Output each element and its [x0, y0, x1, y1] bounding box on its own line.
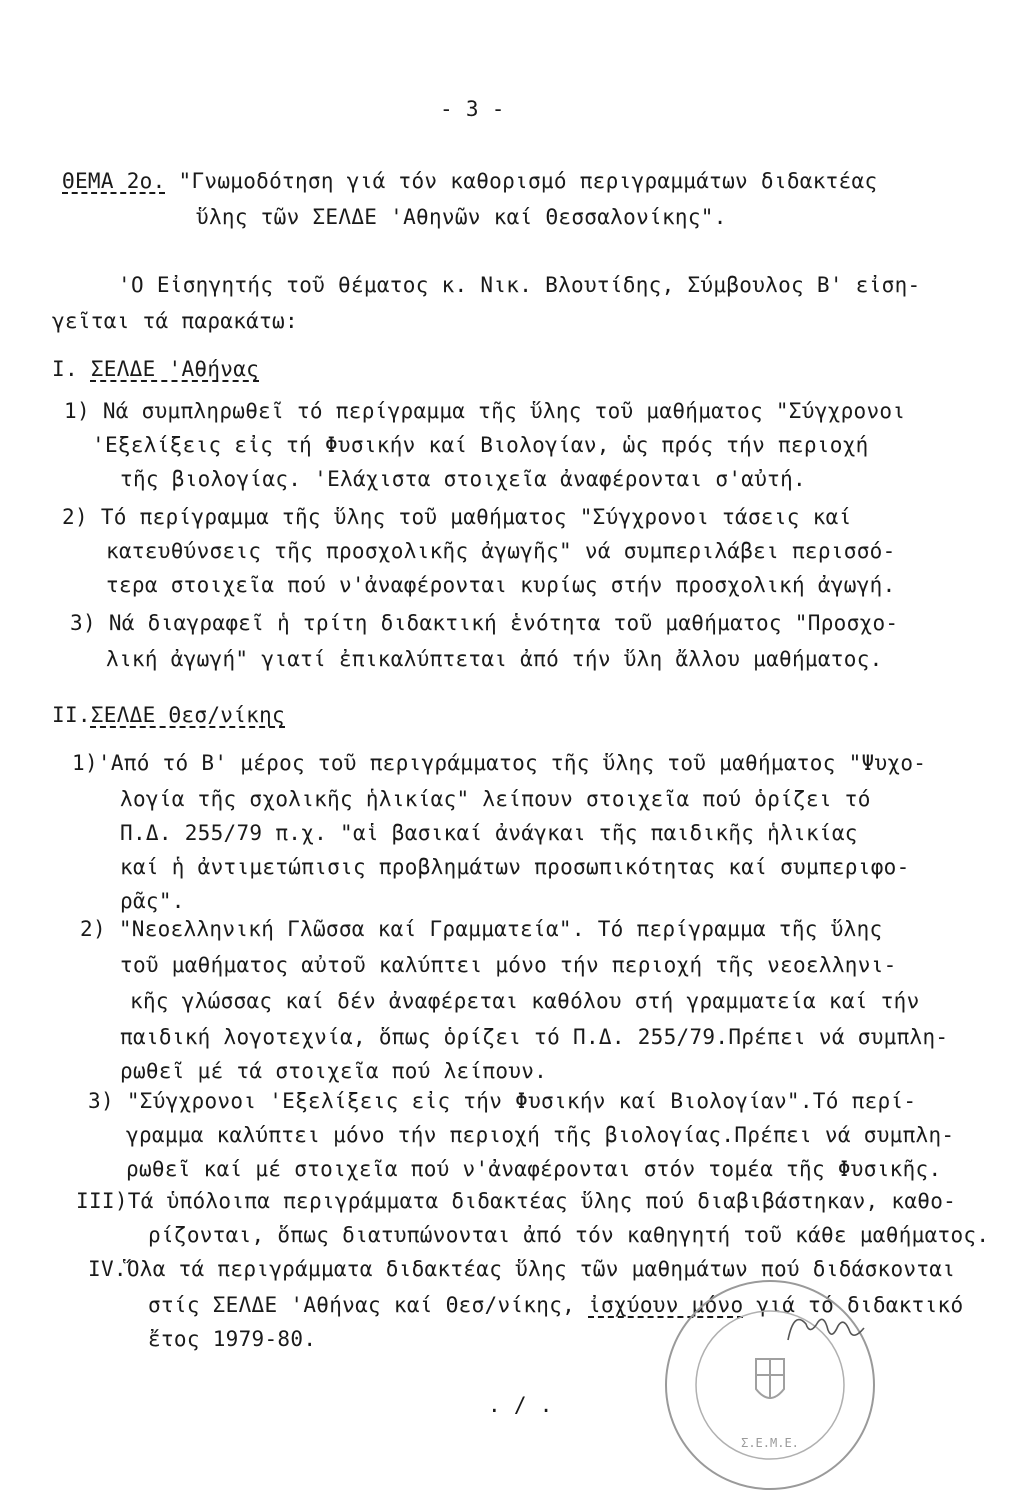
- section-1-heading: [52, 356, 259, 382]
- section-2-title: ΣΕΛΔΕ Θεσ/νίκης: [90, 703, 285, 727]
- s1-item3-line1: 3) Νά διαγραφεῖ ἡ τρίτη διδακτική ἑνότητα τοῦ μαθήματος "Προσχο-: [70, 611, 899, 635]
- s1-item2-line2: κατευθύνσεις τῆς προσχολικῆς ἀγωγῆς" νά συμπεριλάβει περισσό-: [106, 539, 896, 563]
- s1-item1-line2: 'Εξελίξεις εἰς τή Φυσικήν καί Βιολογίαν, ὡς πρός τήν περιοχή: [92, 433, 869, 457]
- section-2-heading: [52, 702, 285, 728]
- topic-heading-line1: [62, 168, 877, 194]
- s1-item2-line1: 2) Τό περίγραμμα τῆς ὕλης τοῦ μαθήματος "Σύγχρονοι τάσεις καί: [62, 505, 852, 529]
- s1-item1-line3: τῆς βιολογίας. 'Ελάχιστα στοιχεῖα ἀναφέρονται σ'αὐτή.: [120, 467, 806, 491]
- section-1-title: ΣΕΛΔΕ 'Αθήνας: [90, 357, 260, 381]
- topic-title-line2: ὕλης τῶν ΣΕΛΔΕ 'Αθηνῶν καί Θεσσαλονίκης".: [196, 205, 727, 229]
- s2-item3-line3: ρωθεῖ καί μέ στοιχεῖα πού ν'ἀναφέρονται στόν τομέα τῆς Φυσικῆς.: [126, 1157, 942, 1181]
- s1-item2-line3: τερα στοιχεῖα πού ν'ἀναφέρονται κυρίως στήν προσχολική ἀγωγή.: [106, 573, 896, 597]
- s4-line2-underlined: ἰσχύουν μόνο: [588, 1293, 744, 1317]
- s2-item1-line1: 1)'Από τό Β' μέρος τοῦ περιγράμματος τῆς ὕλης τοῦ μαθήματος "Ψυχο-: [72, 751, 927, 775]
- section-1-number: Ι.: [52, 357, 78, 381]
- s2-item2-line3: κῆς γλώσσας καί δέν ἀναφέρεται καθόλου στή γραμματεία καί τήν: [130, 989, 920, 1013]
- s2-item3-line2: γραμμα καλύπτει μόνο τήν περιοχή τῆς βιολογίας.Πρέπει νά συμπλη-: [126, 1123, 955, 1147]
- continuation-mark: . / .: [488, 1393, 553, 1417]
- s1-item3-line2: λική ἀγωγή" γιατί ἐπικαλύπτεται ἀπό τήν ὕλη ἄλλου μαθήματος.: [106, 647, 883, 671]
- signature-icon: [780, 1300, 870, 1360]
- s2-item3-line1: 3) "Σύγχρονοι 'Εξελίξεις εἰς τήν Φυσικήν καί Βιολογίαν".Τό περί-: [88, 1089, 917, 1113]
- s4-line2-end: γιά τό διδακτικό: [743, 1293, 964, 1317]
- topic-title-line1: "Γνωμοδότηση γιά τόν καθορισμό περιγραμμάτων διδακτέας: [178, 169, 878, 193]
- stamp-text: Σ.Ε.Μ.Ε.: [741, 1436, 799, 1450]
- page-number: - 3 -: [440, 97, 505, 121]
- s2-item1-line2: λογία τῆς σχολικῆς ἡλικίας" λείπουν στοιχεῖα πού ὁρίζει τό: [120, 787, 871, 811]
- topic-label: ΘΕΜΑ 2ο.: [62, 169, 166, 193]
- s2-item2-line2: τοῦ μαθήματος αὐτοῦ καλύπτει μόνο τήν περιοχή τῆς νεοελληνι-: [120, 953, 897, 977]
- s2-item1-line4: καί ἡ ἀντιμετώπισις προβλημάτων προσωπικότητας καί συμπεριφο-: [120, 855, 910, 879]
- signature-stroke: [788, 1319, 864, 1340]
- s3-line2: ρίζονται, ὅπως διατυπώνονται ἀπό τόν καθηγητή τοῦ κάθε μαθήματος.: [148, 1223, 990, 1247]
- s4-line2-start: στίς ΣΕΛΔΕ 'Αθήνας καί Θεσ/νίκης,: [148, 1293, 589, 1317]
- section-2-number: ΙΙ.: [52, 703, 91, 727]
- s2-item1-line3: Π.Δ. 255/79 π.χ. "αἱ βασικαί ἀνάγκαι τῆς παιδικῆς ἡλικίας: [120, 821, 858, 845]
- s1-item1-line1: 1) Νά συμπληρωθεῖ τό περίγραμμα τῆς ὕλης τοῦ μαθήματος "Σύγχρονοι: [64, 399, 906, 423]
- s4-line1: ΙV.Ὅλα τά περιγράμματα διδακτέας ὕλης τῶν μαθημάτων πού διδάσκονται: [88, 1257, 956, 1281]
- s4-line3: ἔτος 1979-80.: [148, 1327, 317, 1351]
- s2-item2-line1: 2) "Νεοελληνική Γλῶσσα καί Γραμματεία". Τό περίγραμμα τῆς ὕλης: [80, 917, 883, 941]
- s3-line1: ΙΙΙ)Τά ὑπόλοιπα περιγράμματα διδακτέας ὕλης πού διαβιβάστηκαν, καθο-: [76, 1189, 957, 1213]
- s2-item2-line5: ρωθεῖ μέ τά στοιχεῖα πού λείπουν.: [120, 1059, 548, 1083]
- s2-item2-line4: παιδική λογοτεχνία, ὅπως ὁρίζει τό Π.Δ. 255/79.Πρέπει νά συμπλη-: [120, 1025, 949, 1049]
- intro-line2: γεῖται τά παρακάτω:: [52, 309, 298, 333]
- intro-line1: 'Ο Εἰσηγητής τοῦ θέματος κ. Νικ. Βλουτίδης, Σύμβουλος Β' εἰση-: [118, 273, 921, 297]
- s2-item1-line5: ρᾶς".: [120, 889, 185, 913]
